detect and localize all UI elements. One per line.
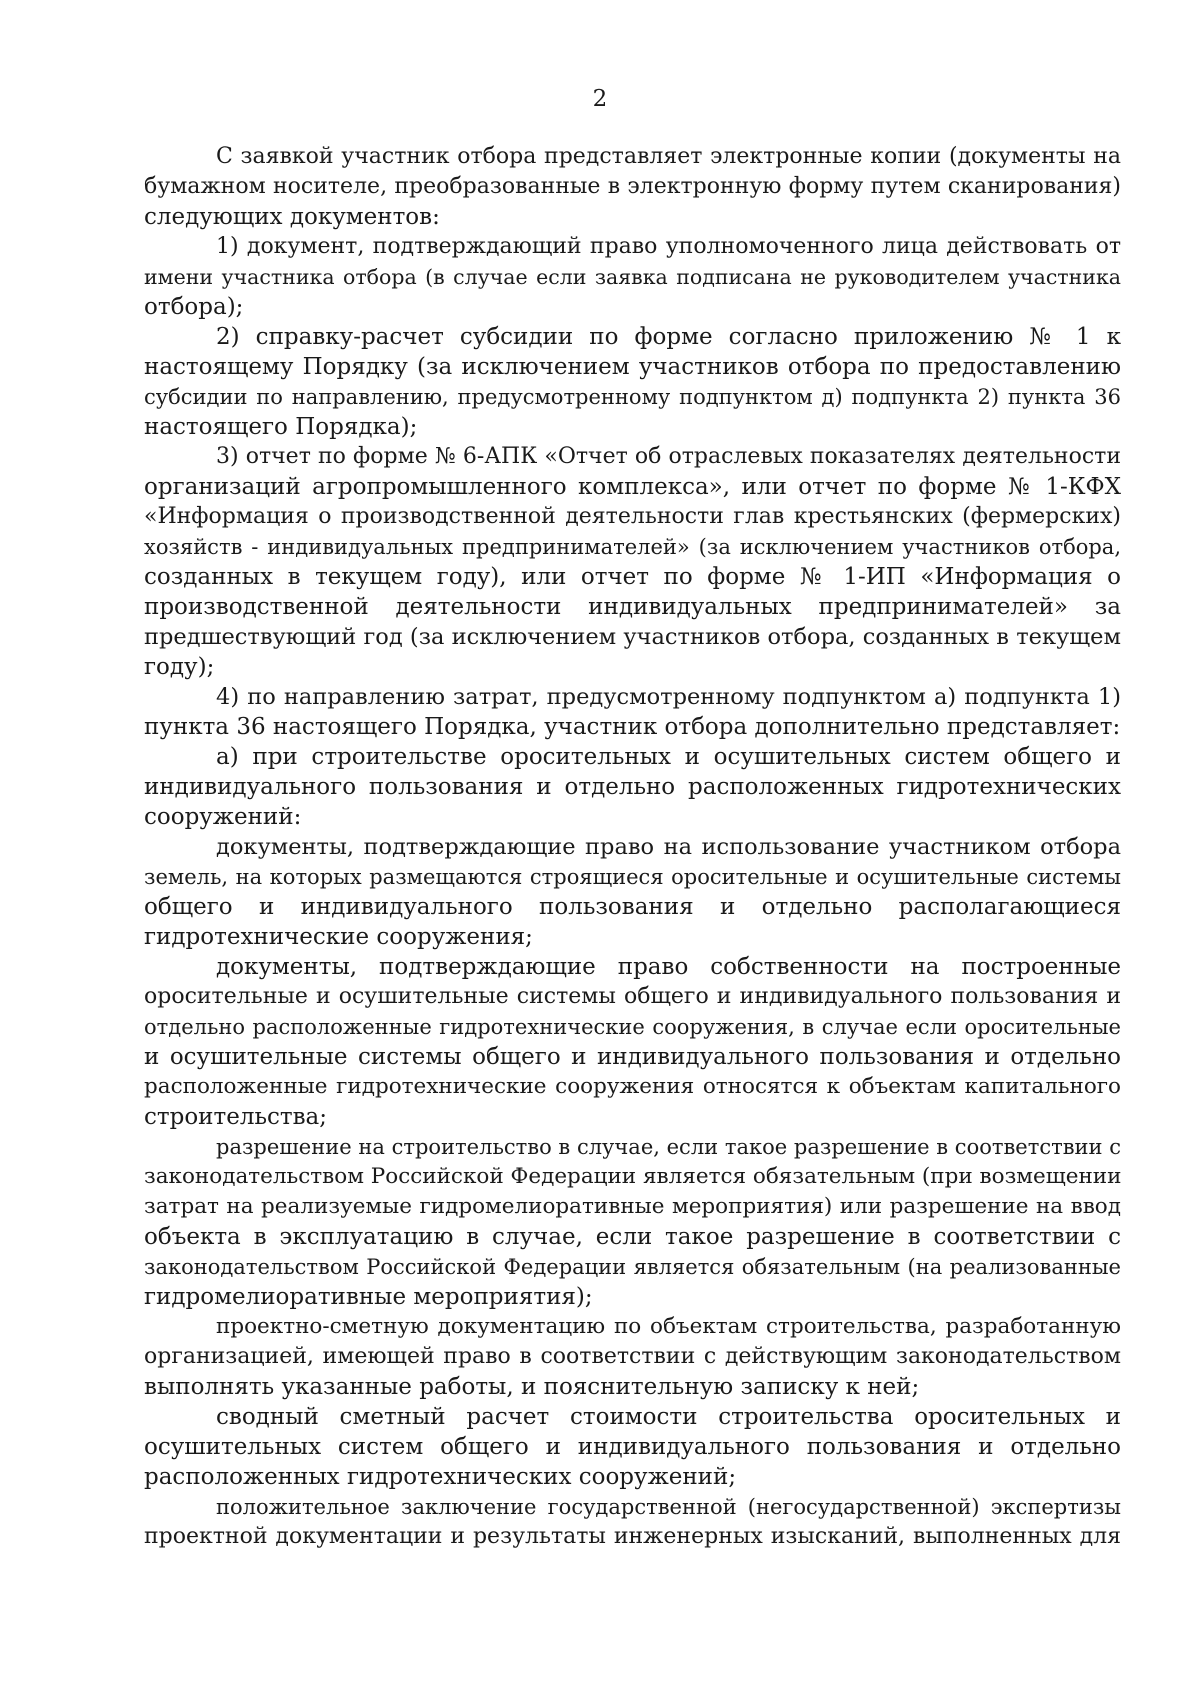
text-line: 4) по направлению затрат, предусмотренному подпунктом а) подпункта 1) (216, 684, 1121, 710)
text-line: имени участника отбора (в случае если заявка подписана не руководителем участника (144, 265, 1121, 289)
text-line: разрешение на строительство в случае, если такое разрешение в соответствии с (216, 1135, 1121, 1159)
text-line: организацией, имеющей право в соответствии с действующим законодательством (144, 1344, 1121, 1369)
text-line: а) при строительстве оросительных и осушительных систем общего и (216, 744, 1121, 770)
text-line: сводный сметный расчет стоимости строительства оросительных и (216, 1404, 1121, 1430)
text-line: документы, подтверждающие право собственности на построенные (216, 954, 1121, 980)
text-line: осушительных систем общего и индивидуального пользования и отдельно (144, 1434, 1121, 1460)
text-line: «Информация о производственной деятельности глав крестьянских (фермерских) (144, 504, 1121, 529)
text-line: общего и индивидуального пользования и отдельно располагающиеся (144, 894, 1121, 920)
text-line: документы, подтверждающие право на использование участником отбора (216, 834, 1121, 860)
text-line: настоящему Порядку (за исключением участников отбора по предоставлению (144, 354, 1121, 380)
text-line: созданных в текущем году), или отчет по форме № 1-ИП «Информация о (144, 564, 1121, 590)
text-line: настоящего Порядка); (144, 414, 418, 440)
text-line: С заявкой участник отбора представляет электронные копии (документы на (216, 144, 1121, 169)
text-line: индивидуального пользования и отдельно расположенных гидротехнических (144, 774, 1121, 800)
text-line: законодательством Российской Федерации является обязательным (на реализованные (144, 1255, 1121, 1279)
text-line: строительства; (144, 1104, 327, 1130)
text-line: проектной документации и результаты инженерных изысканий, выполненных для (144, 1524, 1121, 1549)
text-line: проектно-сметную документацию по объектам строительства, разработанную (216, 1314, 1121, 1339)
text-line: положительное заключение государственной (негосударственной) экспертизы (216, 1495, 1121, 1519)
text-line: производственной деятельности индивидуальных предпринимателей» за (144, 594, 1121, 620)
text-line: отдельно расположенные гидротехнические сооружения, в случае если оросительные (144, 1015, 1121, 1039)
text-line: хозяйств - индивидуальных предпринимателей» (за исключением участников отбора, (144, 535, 1121, 559)
text-line: 2) справку-расчет субсидии по форме согласно приложению № 1 к (216, 324, 1121, 350)
text-line: объекта в эксплуатацию в случае, если такое разрешение в соответствии с (144, 1224, 1121, 1250)
text-line: и осушительные системы общего и индивидуального пользования и отдельно (144, 1044, 1121, 1070)
text-line: расположенных гидротехнических сооружений; (144, 1464, 737, 1490)
text-line: расположенные гидротехнические сооружения относятся к объектам капитального (144, 1074, 1121, 1099)
text-line: оросительные и осушительные системы общего и индивидуального пользования и (144, 984, 1121, 1009)
document-body (144, 142, 1121, 1552)
text-line: гидротехнические сооружения; (144, 924, 533, 950)
text-line: выполнять указанные работы, и пояснительную записку к ней; (144, 1374, 920, 1400)
text-line: пункта 36 настоящего Порядка, участник отбора дополнительно представляет: (144, 714, 1121, 740)
text-line: отбора); (144, 294, 244, 320)
text-line: 1) документ, подтверждающий право уполномоченного лица действовать от (216, 234, 1121, 259)
text-line: гидромелиоративные мероприятия); (144, 1284, 593, 1310)
text-line: организаций агропромышленного комплекса», или отчет по форме № 1-КФХ (144, 474, 1121, 500)
text-line: предшествующий год (за исключением участников отбора, созданных в текущем (144, 624, 1121, 650)
text-line: законодательством Российской Федерации является обязательным (при возмещении (144, 1164, 1122, 1189)
text-line: земель, на которых размещаются строящиеся оросительные и осушительные системы (144, 865, 1121, 889)
text-line: бумажном носителе, преобразованные в электронную форму путем сканирования) (144, 174, 1121, 199)
text-line: затрат на реализуемые гидромелиоративные мероприятия) или разрешение на ввод (144, 1194, 1121, 1219)
text-line: субсидии по направлению, предусмотренному подпунктом д) подпункта 2) пункта 36 (144, 385, 1121, 409)
page-number: 2 (592, 86, 608, 112)
text-line: 3) отчет по форме № 6-АПК «Отчет об отраслевых показателях деятельности (216, 444, 1121, 469)
text-line: сооружений: (144, 804, 302, 830)
text-line: году); (144, 654, 215, 680)
text-line: следующих документов: (144, 204, 440, 230)
